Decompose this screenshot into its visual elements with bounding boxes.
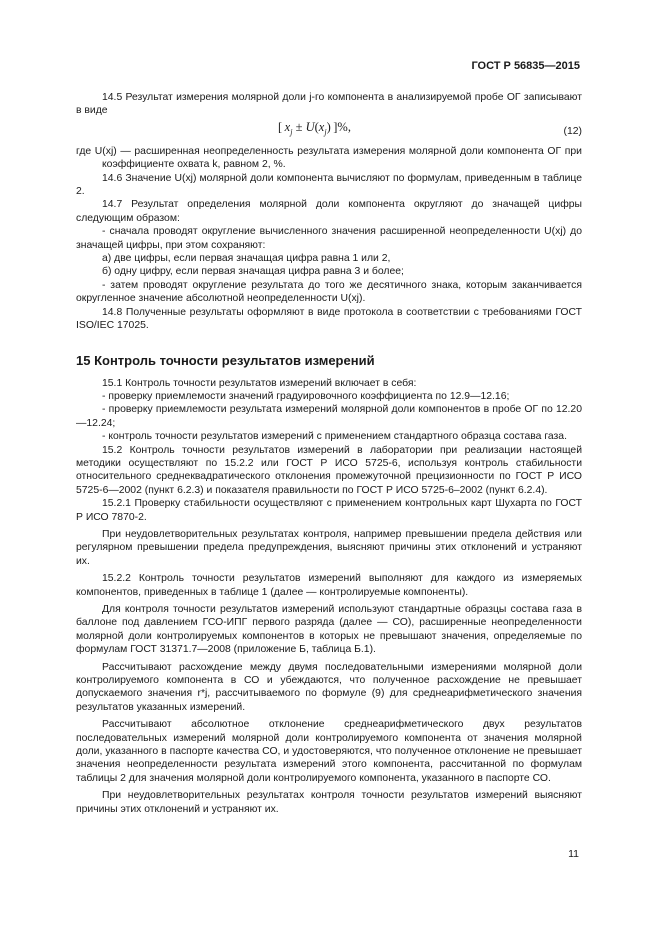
paragraph-discrepancy: Рассчитывают расхождение между двумя последовательными измерениями молярной доли контролируемого компонента в СО и убеждаются, что полученное расхождение не превышает допускаемого значения r*j, рассчитываемого по формуле (9) для среднеарифметического значения результатов указанных измерений. (76, 661, 582, 713)
standard-header: ГОСТ Р 56835—2015 (471, 60, 580, 72)
paragraph-deviation: Рассчитывают абсолютное отклонение среднеарифметического двух результатов последовательных измерений молярной доли контролируемого компонента от значения молярной доли, указанного в паспорте качества СО, и удостоверяются, что полученное отклонение не превышает значения неопределенности результата измерений этого компонента, рассчитанной по формулам таблицы 2 для значения молярной доли контролируемого компонента, указанного в паспорте СО. (76, 719, 582, 784)
formula-expression: [ $x_j \pm U(x_j)$ ]%, (278, 119, 351, 137)
paragraph-15-1: 15.1 Контроль точности результатов измерений включает в себя: (102, 377, 417, 389)
paragraph-15-2-2: 15.2.2 Контроль точности результатов измерений выполняют для каждого из измеряемых компонентов, приведенных в таблице 1 (далее — контролируемые компоненты). (76, 573, 582, 598)
paragraph-14-5: 14.5 Результат измерения молярной доли j-го компонента в анализируемой пробе ОГ записывают в виде (76, 92, 582, 117)
formula-12 (76, 119, 582, 143)
document-body (76, 91, 582, 816)
paragraph-15-2: 15.2 Контроль точности результатов измерений в лаборатории при реализации настоящей методики осуществляют по 15.2.2 или ГОСТ Р ИСО 5725-6, используя контроль стабильности относительного среднеквадратического отклонения промежуточной прецизионности по ГОСТ Р ИСО 5725-6—2002 (пункт 6.2.3) и показателя правильности по ГОСТ Р ИСО 5725-6–2002 (пункт 6.2.4). (76, 444, 582, 496)
list-item-acceptance: - проверку приемлемости результата измерений молярной доли компонентов в пробе ОГ по 12.20—12.24; (76, 404, 582, 429)
paragraph-reference-samples: Для контроля точности результатов измерений используют стандартные образцы состава газа в баллоне под давлением ГСО-ИПГ первого разряда (далее — СО), расширенные неопределенности молярной доли контролируемых компонентов в которых не превышают значения, определяемые по формулам ГОСТ 31371.7—2008 (приложение Б, таблица Б.1). (76, 604, 582, 656)
list-item-coefficient: - проверку приемлемости значений градуировочного коэффициента по 12.9—12.16; (102, 390, 510, 402)
list-item-a: а) две цифры, если первая значащая цифра равна 1 или 2, (102, 253, 391, 265)
list-item-b: б) одну цифру, если первая значащая цифра равна 3 и более; (102, 266, 404, 278)
paragraph-14-8: 14.8 Полученные результаты оформляют в виде протокола в соответствии с требованиями ГОСТ ISO/IEC 17025. (76, 306, 582, 332)
paragraph-unsatisfactory-1: При неудовлетворительных результатах контроля, например превышении предела действия или регулярном превышении предела предупреждения, выясняют причины этих отклонений и устраняют их. (76, 528, 582, 567)
page-number: 11 (568, 848, 579, 860)
list-item-reference: - контроль точности результатов измерений с применением стандартного образца состава газа. (102, 431, 567, 443)
paragraph-where: где U(xj) — расширенная неопределенность результата измерения молярной доли компонента ОГ при коэффициенте охвата k, равном 2, %. (76, 145, 582, 171)
formula-number: (12) (563, 125, 582, 137)
paragraph-14-7: 14.7 Результат определения молярной доли компонента округляют до значащей цифры следующим образом: (76, 199, 582, 224)
paragraph-rounding-2: - затем проводят округление результата до того же десятичного знака, которым заканчивается округленное значение абсолютной неопределенности U(xj). (76, 279, 582, 305)
paragraph-unsatisfactory-2: При неудовлетворительных результатах контроля точности результатов измерений выясняют причины этих отклонений и устраняют их. (76, 790, 582, 815)
paragraph-15-2-1: 15.2.1 Проверку стабильности осуществляют с применением контрольных карт Шухарта по ГОСТ Р ИСО 7870-2. (76, 498, 582, 523)
section-title: 15 Контроль точности результатов измерений (76, 352, 375, 368)
paragraph-rounding-1: - сначала проводят округление вычисленного значения расширенной неопределенности U(xj) до значащей цифры, при этом сохраняют: (76, 226, 582, 251)
paragraph-14-6: 14.6 Значение U(xj) молярной доли компонента вычисляют по формулам, приведенным в таблице 2. (76, 172, 582, 198)
